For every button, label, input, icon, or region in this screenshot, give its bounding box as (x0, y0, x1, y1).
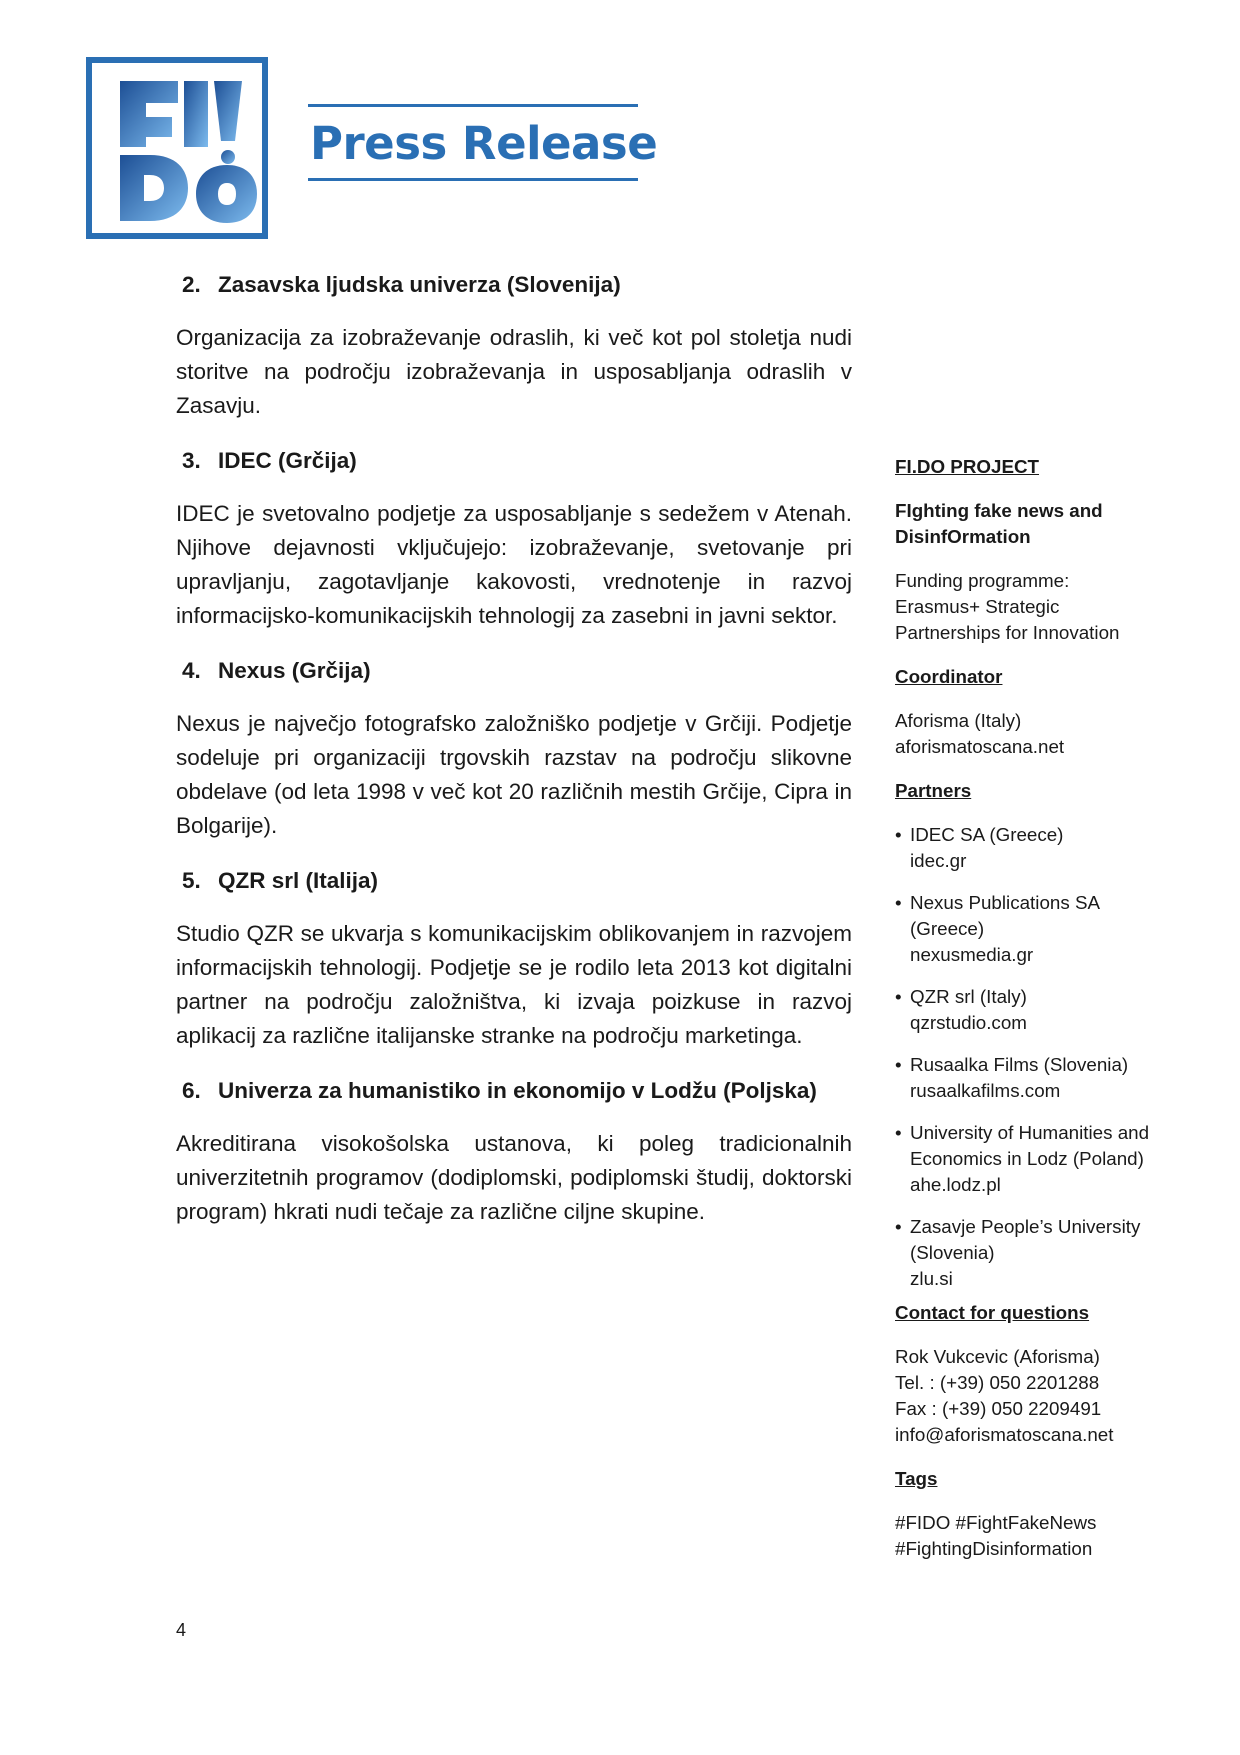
partner-name: Nexus Publications SA (910, 892, 1100, 913)
section-body: Organizacija za izobraževanje odraslih, ki več kot pol stoletja nudi storitve na področju izobraževanja in usposabljanja odraslih v Zasavju. (176, 325, 852, 418)
header-rule-bottom (308, 178, 638, 181)
partner-name: IDEC SA (Greece) (910, 824, 1064, 845)
contact-tel: Tel. : (+39) 050 2201288 (895, 1372, 1100, 1393)
section-title: Nexus (Grčija) (218, 658, 371, 683)
fido-logo-mark (92, 63, 262, 233)
section-heading (176, 268, 852, 302)
contact-fax: Fax : (+39) 050 2209491 (895, 1398, 1102, 1419)
tags-line: #FightingDisinformation (895, 1538, 1093, 1559)
bullet-icon: • (895, 1054, 902, 1075)
partner-item (895, 1214, 1165, 1292)
fido-logo (86, 57, 268, 239)
bullet-icon: • (895, 892, 902, 913)
coordinator-heading: Coordinator (895, 666, 1003, 687)
page-number: 4 (176, 1620, 187, 1640)
partner-site-link[interactable]: qzrstudio.com (910, 1012, 1027, 1033)
partner-name: QZR srl (Italy) (910, 986, 1027, 1007)
project-name-line: FIghting fake news and (895, 500, 1103, 521)
section-heading (176, 444, 852, 478)
section-body: Akreditirana visokošolska ustanova, ki poleg tradicionalnih univerzitetnih programov (dodiplomski, podiplomski študij, doktorski program) hkrati nudi tečaje za različne ciljne skupine. (176, 1131, 852, 1224)
project-name-line: DisinfOrmation (895, 526, 1031, 547)
section-title: QZR srl (Italija) (218, 868, 379, 893)
bullet-icon: • (895, 824, 902, 845)
partner-name-cont: Economics in Lodz (Poland) (910, 1148, 1144, 1169)
contact-name: Rok Vukcevic (Aforisma) (895, 1346, 1100, 1367)
section-body: Studio QZR se ukvarja s komunikacijskim oblikovanjem in razvojem informacijskih tehnologij. Podjetje se je rodilo leta 2013 kot digitalni partner na področju založništva, ki izvaja poizkuse in razvoj aplikacij za različne italijanske stranke na področju marketinga. (176, 921, 852, 1048)
partner-country: (Greece) (910, 918, 985, 939)
contact-heading: Contact for questions (895, 1302, 1090, 1323)
sidebar (895, 454, 1165, 1562)
partners-heading: Partners (895, 780, 972, 801)
bullet-icon: • (895, 1122, 902, 1143)
section-title: Zasavska ljudska univerza (Slovenija) (218, 272, 621, 297)
section-number: 6. (182, 1078, 201, 1103)
partner-item (895, 1120, 1165, 1198)
partner-site-link[interactable]: zlu.si (910, 1268, 953, 1289)
contact-email-link[interactable]: info@aforismatoscana.net (895, 1424, 1114, 1445)
partner-item (895, 1052, 1165, 1104)
partner-item (895, 984, 1165, 1036)
section-title: Univerza za humanistiko in ekonomijo v Lodžu (Poljska) (218, 1078, 817, 1103)
section-heading (176, 1074, 852, 1108)
tags-line: #FIDO #FightFakeNews (895, 1512, 1097, 1533)
coordinator-site-link[interactable]: aforismatoscana.net (895, 736, 1065, 757)
partner-site-link[interactable]: ahe.lodz.pl (910, 1174, 1001, 1195)
section-body: Nexus je največjo fotografsko založniško podjetje v Grčiji. Podjetje sodeluje pri organizaciji trgovskih razstav na področju slikovne obdelave (od leta 1998 v več kot 20 različnih mestih Grčije, Cipra in Bolgarije). (176, 711, 852, 838)
funding-line: Partnerships for Innovation (895, 622, 1120, 643)
section-number: 3. (182, 448, 201, 473)
partner-site-link[interactable]: idec.gr (910, 850, 967, 871)
tags-heading: Tags (895, 1468, 938, 1489)
page-title: Press Release (310, 117, 658, 170)
section-number: 2. (182, 272, 201, 297)
main-content (176, 268, 852, 1229)
bullet-icon: • (895, 1216, 902, 1237)
section-number: 5. (182, 868, 201, 893)
bullet-icon: • (895, 986, 902, 1007)
section-body: IDEC je svetovalno podjetje za usposabljanje s sedežem v Atenah. Njihove dejavnosti vključujejo: izobraževanje, svetovanje pri upravljanju, zagotavljanje kakovosti, vrednotenje in razvoj informacijsko-komunikacijskih tehnologij za zasebni in javni sektor. (176, 501, 852, 628)
project-heading: FI.DO PROJECT (895, 456, 1040, 477)
coordinator-name: Aforisma (Italy) (895, 710, 1022, 731)
partner-site-link[interactable]: nexusmedia.gr (910, 944, 1034, 965)
funding-line: Erasmus+ Strategic (895, 596, 1060, 617)
section-heading (176, 654, 852, 688)
section-number: 4. (182, 658, 201, 683)
partner-name: Zasavje People’s University (910, 1216, 1141, 1237)
section-title: IDEC (Grčija) (218, 448, 357, 473)
funding-line: Funding programme: (895, 570, 1070, 591)
partner-item (895, 822, 1165, 874)
section-heading (176, 864, 852, 898)
partner-country: (Slovenia) (910, 1242, 995, 1263)
partner-name: University of Humanities and (910, 1122, 1150, 1143)
press-release-header (308, 104, 658, 181)
partner-item (895, 890, 1165, 968)
partner-site-link[interactable]: rusaalkafilms.com (910, 1080, 1061, 1101)
partner-name: Rusaalka Films (Slovenia) (910, 1054, 1129, 1075)
